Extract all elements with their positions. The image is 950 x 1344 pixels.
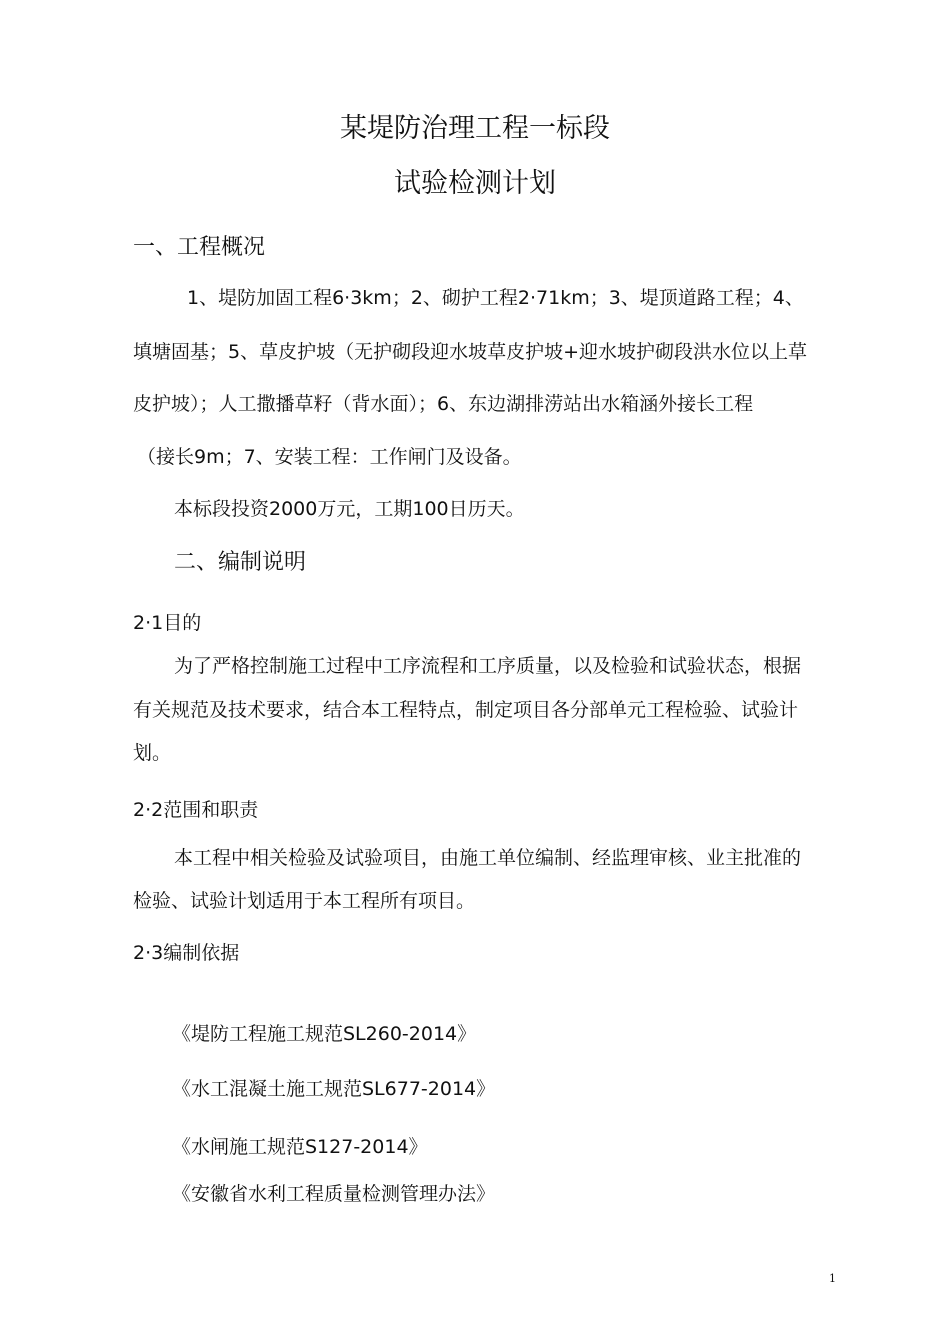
subsection-heading-purpose: 2·1目的 <box>133 612 202 634</box>
overview-paragraph-line: 皮护坡）；人工撒播草籽（背水面）；6、东边湖排涝站出水箱涵外接长工程 <box>133 393 754 415</box>
purpose-paragraph-line: 为了严格控制施工过程中工序流程和工序质量，以及检验和试验状态，根据 <box>174 655 802 677</box>
overview-paragraph-line: 1、堤防加固工程6·3km；2、砌护工程2·71km；3、堤顶道路工程；4、 <box>187 287 804 309</box>
scope-paragraph-line: 本工程中相关检验及试验项目，由施工单位编制、经监理审核、业主批准的 <box>174 847 802 869</box>
purpose-paragraph-line: 有关规范及技术要求，结合本工程特点，制定项目各分部单元工程检验、试验计 <box>133 699 799 721</box>
reference-item: 《水闸施工规范S127-2014》 <box>172 1136 428 1158</box>
overview-paragraph-line: 填塘固基；5、草皮护坡（无护砌段迎水坡草皮护坡+迎水坡护砌段洪水位以上草 <box>133 341 808 363</box>
document-subtitle: 试验检测计划 <box>394 168 556 199</box>
subsection-heading-scope: 2·2范围和职责 <box>133 799 259 821</box>
overview-paragraph-line: （接长9m；7、安装工程：工作闸门及设备。 <box>137 446 522 468</box>
section-heading-overview: 一、工程概况 <box>133 235 266 260</box>
reference-item: 《安徽省水利工程质量检测管理办法》 <box>172 1183 496 1205</box>
subsection-heading-basis: 2·3编制依据 <box>133 942 240 964</box>
page-number: 1 <box>829 1272 836 1285</box>
reference-item: 《堤防工程施工规范SL260-2014》 <box>172 1023 477 1045</box>
investment-paragraph: 本标段投资2000万元，工期100日历天。 <box>174 498 525 520</box>
document-title: 某堤防治理工程一标段 <box>340 113 610 144</box>
scope-paragraph-line: 检验、试验计划适用于本工程所有项目。 <box>133 890 476 912</box>
section-heading-notes: 二、编制说明 <box>174 550 307 575</box>
reference-item: 《水工混凝土施工规范SL677-2014》 <box>172 1078 496 1100</box>
purpose-paragraph-line: 划。 <box>133 742 172 764</box>
